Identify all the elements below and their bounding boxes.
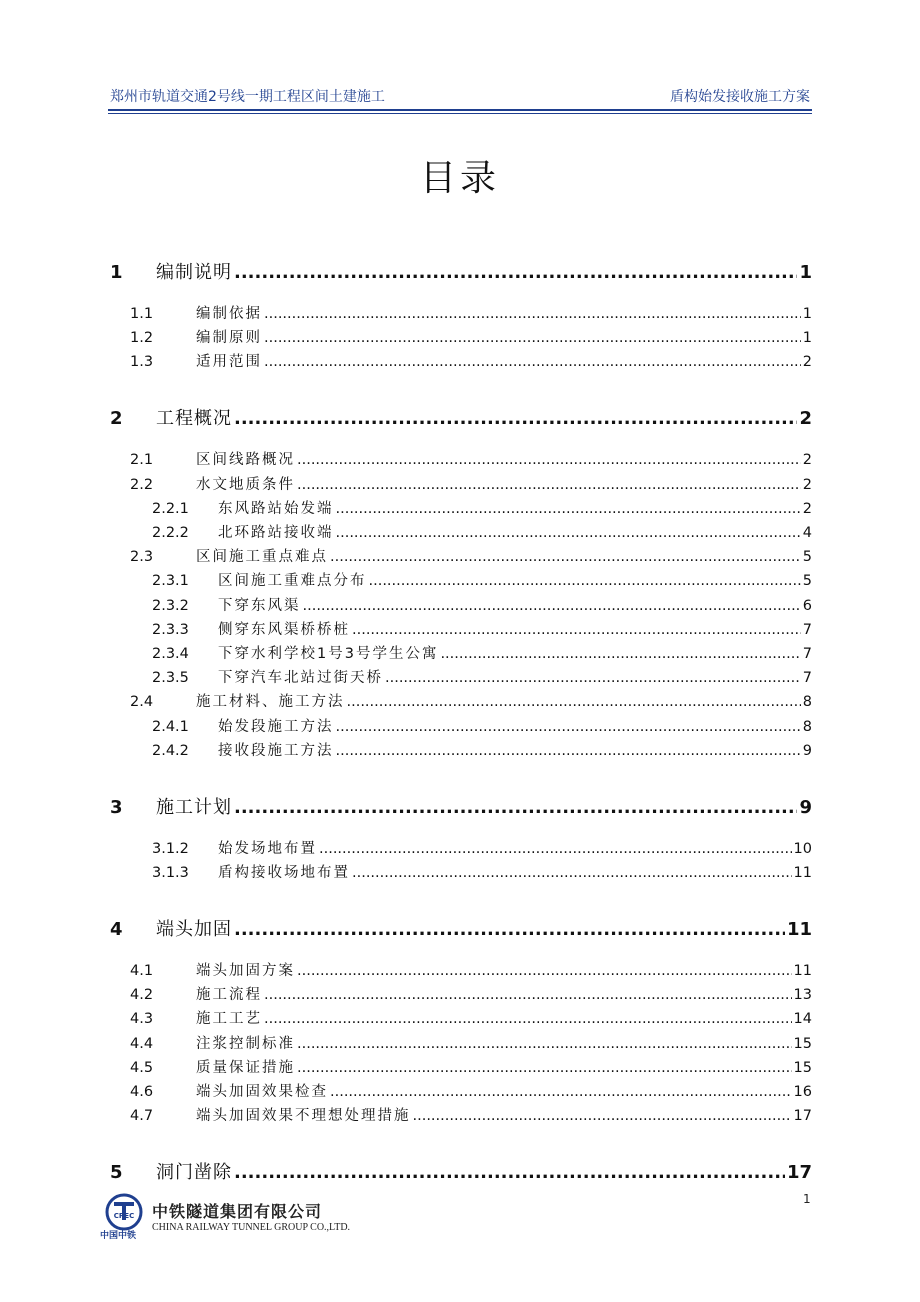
toc-entry-page: 1 xyxy=(802,330,812,347)
toc-leader-dots xyxy=(234,919,785,940)
toc-entry-title: 洞门凿除 xyxy=(156,1162,232,1184)
footer-company-name: 中铁隧道集团有限公司 xyxy=(152,1202,323,1221)
toc-entry-page: 10 xyxy=(793,840,812,857)
toc-entry-number: 2.1 xyxy=(130,452,154,469)
toc-leader-dots xyxy=(336,743,801,759)
header-rule-thick xyxy=(108,109,812,111)
toc-entry-title: 编制说明 xyxy=(156,262,232,283)
toc-entry-number: 4.4 xyxy=(130,1035,154,1052)
header-rule-thin xyxy=(108,113,812,114)
toc-leader-dots xyxy=(330,1084,792,1100)
toc-entry[interactable] xyxy=(108,618,812,639)
toc-entry-title: 区间施工重点难点 xyxy=(196,549,328,566)
toc-entry[interactable] xyxy=(108,793,812,819)
toc-entry-page: 8 xyxy=(802,718,812,735)
toc-leader-dots xyxy=(297,452,801,468)
toc-entry-page: 15 xyxy=(793,1035,812,1052)
logo-caption: 中国中铁 xyxy=(100,1231,137,1241)
toc-leader-dots xyxy=(234,797,797,818)
toc-entry[interactable] xyxy=(108,521,812,542)
toc-leader-dots xyxy=(297,963,792,979)
toc-entry-title: 始发场地布置 xyxy=(218,840,317,857)
toc-entry-number: 2.2.1 xyxy=(152,500,189,517)
toc-leader-dots xyxy=(264,306,801,322)
toc-entry[interactable] xyxy=(108,404,812,430)
toc-entry[interactable] xyxy=(108,715,812,736)
toc-entry-title: 北环路站接收端 xyxy=(218,525,334,541)
toc-leader-dots xyxy=(303,598,801,614)
toc-entry-page: 9 xyxy=(802,742,812,759)
toc-leader-dots xyxy=(297,1036,792,1052)
toc-entry[interactable] xyxy=(108,594,812,615)
toc-entry-number: 2.3.3 xyxy=(152,621,189,638)
toc-entry-title: 注浆控制标准 xyxy=(196,1035,295,1052)
toc-entry[interactable] xyxy=(108,497,812,518)
toc-entry-title: 东风路站始发端 xyxy=(218,500,334,517)
toc-entry-number: 2.3.2 xyxy=(152,597,189,614)
toc-entry[interactable] xyxy=(108,1080,812,1101)
toc-entry-page: 11 xyxy=(786,919,812,940)
toc-entry-title: 端头加固效果不理想处理措施 xyxy=(196,1108,411,1125)
toc-entry-page: 5 xyxy=(802,573,812,590)
logo-text: CREC xyxy=(113,1212,135,1220)
toc-entry-title: 端头加固方案 xyxy=(196,963,295,979)
toc-leader-dots xyxy=(264,987,792,1003)
footer-company-name-en: CHINA RAILWAY TUNNEL GROUP CO.,LTD. xyxy=(152,1222,351,1233)
toc-entry[interactable] xyxy=(108,915,812,941)
toc-entry-number: 4.3 xyxy=(130,1011,154,1028)
toc-entry-number: 2.3.4 xyxy=(152,646,189,662)
toc-entry-page: 7 xyxy=(802,621,812,638)
toc-entry-page: 2 xyxy=(802,354,812,371)
toc-entry[interactable] xyxy=(108,837,812,858)
toc-leader-dots xyxy=(330,549,801,565)
toc-leader-dots xyxy=(297,477,801,493)
toc-entry-title: 质量保证措施 xyxy=(196,1059,295,1076)
page-title: 目录 xyxy=(419,158,500,199)
toc-entry-title: 施工计划 xyxy=(156,796,232,818)
toc-entry-page: 7 xyxy=(802,646,812,662)
toc-entry-title: 下穿汽车北站过街天桥 xyxy=(218,670,383,687)
toc-entry-title: 区间施工重难点分布 xyxy=(218,573,367,590)
toc-entry-page: 16 xyxy=(793,1084,812,1100)
toc-entry-number: 2 xyxy=(110,408,123,430)
toc-entry-title: 水文地质条件 xyxy=(196,476,295,493)
toc-entry-page: 2 xyxy=(802,500,812,517)
toc-entry[interactable] xyxy=(108,983,812,1004)
toc-entry-number: 5 xyxy=(110,1162,123,1184)
toc-entry[interactable] xyxy=(108,350,812,371)
toc-entry-number: 4.7 xyxy=(130,1108,154,1125)
toc-entry-title: 编制依据 xyxy=(196,306,262,322)
toc-leader-dots xyxy=(234,408,797,429)
toc-entry-title: 施工材料、施工方法 xyxy=(196,694,345,711)
toc-entry-title: 接收段施工方法 xyxy=(218,742,334,759)
page-number: 1 xyxy=(803,1192,811,1206)
toc-entry[interactable] xyxy=(108,959,812,980)
toc-entry-title: 下穿水利学校1号3号学生公寓 xyxy=(218,646,439,662)
toc-entry-number: 4.5 xyxy=(130,1059,154,1076)
toc-entry-number: 1 xyxy=(110,262,123,283)
toc-leader-dots xyxy=(264,330,801,346)
toc-entry-page: 2 xyxy=(802,476,812,493)
toc-entry-title: 区间线路概况 xyxy=(196,452,295,469)
toc-leader-dots xyxy=(413,1108,792,1124)
toc-entry-title: 端头加固 xyxy=(156,919,232,940)
toc-entry-page: 14 xyxy=(793,1011,812,1028)
toc-entry-title: 始发段施工方法 xyxy=(218,718,334,735)
toc-entry-page: 11 xyxy=(793,865,812,881)
toc-entry-number: 1.1 xyxy=(130,306,154,322)
toc-entry-title: 盾构接收场地布置 xyxy=(218,865,350,881)
toc-entry-number: 2.4.1 xyxy=(152,718,189,735)
toc-entry[interactable] xyxy=(108,690,812,711)
toc-entry[interactable] xyxy=(108,448,812,469)
toc-entry-page: 1 xyxy=(799,262,812,283)
toc-entry-page: 6 xyxy=(802,597,812,614)
toc-entry-number: 3.1.2 xyxy=(152,840,189,857)
toc-entry-page: 17 xyxy=(786,1162,812,1184)
toc-entry[interactable] xyxy=(108,302,812,323)
toc-entry-page: 2 xyxy=(802,452,812,469)
toc-leader-dots xyxy=(369,573,801,589)
toc-leader-dots xyxy=(336,501,801,517)
toc-leader-dots xyxy=(336,719,801,735)
toc-leader-dots xyxy=(234,262,797,283)
toc-entry-number: 4.6 xyxy=(130,1084,154,1100)
toc-entry-page: 11 xyxy=(793,963,812,979)
toc-entry-number: 2.2.2 xyxy=(152,525,189,541)
toc-entry-title: 适用范围 xyxy=(196,354,262,371)
toc-entry[interactable] xyxy=(108,1032,812,1053)
toc-entry-title: 编制原则 xyxy=(196,330,262,347)
toc-entry-number: 3 xyxy=(110,796,123,818)
toc-leader-dots xyxy=(352,622,801,638)
toc-leader-dots xyxy=(385,670,801,686)
header-project-title: 郑州市轨道交通2号线一期工程区间土建施工 xyxy=(110,89,385,105)
toc-entry-number: 4 xyxy=(110,919,123,940)
toc-entry[interactable] xyxy=(108,666,812,687)
toc-entry-page: 9 xyxy=(799,796,812,818)
toc-entry-page: 13 xyxy=(793,987,812,1004)
toc-leader-dots xyxy=(297,1060,792,1076)
toc-entry-number: 2.4.2 xyxy=(152,742,189,759)
toc-entry[interactable] xyxy=(108,1056,812,1077)
toc-entry-number: 1.3 xyxy=(130,354,154,371)
toc-entry-page: 17 xyxy=(793,1108,812,1125)
toc-entry-title: 端头加固效果检查 xyxy=(196,1084,328,1100)
header-document-title: 盾构始发接收施工方案 xyxy=(670,89,810,105)
toc-entry-page: 4 xyxy=(802,525,812,541)
toc-leader-dots xyxy=(319,841,792,857)
toc-entry[interactable] xyxy=(108,642,812,663)
toc-entry-number: 4.2 xyxy=(130,987,154,1004)
toc-entry-page: 2 xyxy=(799,408,812,430)
toc-entry[interactable] xyxy=(108,473,812,494)
toc-entry-title: 侧穿东风渠桥桥桩 xyxy=(218,621,350,638)
toc-entry-page: 8 xyxy=(802,694,812,711)
toc-entry[interactable] xyxy=(108,1007,812,1028)
toc-entry-number: 2.4 xyxy=(130,694,154,711)
toc-leader-dots xyxy=(336,525,801,541)
toc-entry-number: 1.2 xyxy=(130,330,154,347)
toc-entry-number: 2.3.1 xyxy=(152,573,189,590)
toc-entry-page: 7 xyxy=(802,670,812,687)
toc-entry-title: 下穿东风渠 xyxy=(218,597,301,614)
toc-entry-page: 5 xyxy=(802,549,812,566)
toc-entry-number: 4.1 xyxy=(130,963,154,979)
toc-leader-dots xyxy=(264,354,801,370)
toc-entry-number: 3.1.3 xyxy=(152,865,189,881)
toc-entry[interactable] xyxy=(108,1104,812,1125)
toc-entry[interactable] xyxy=(108,326,812,347)
toc-entry[interactable] xyxy=(108,569,812,590)
toc-leader-dots xyxy=(234,1162,785,1183)
toc-entry-number: 2.3 xyxy=(130,549,154,566)
toc-leader-dots xyxy=(352,865,792,881)
toc-entry-number: 2.3.5 xyxy=(152,670,189,687)
toc-leader-dots xyxy=(347,694,801,710)
toc-entry-number: 2.2 xyxy=(130,476,154,493)
toc-entry-title: 施工工艺 xyxy=(196,1011,262,1028)
toc-entry[interactable] xyxy=(108,739,812,760)
toc-entry[interactable] xyxy=(108,1158,812,1184)
toc-entry-title: 工程概况 xyxy=(156,408,232,430)
toc-entry-page: 15 xyxy=(793,1059,812,1076)
toc-entry-page: 1 xyxy=(802,306,812,322)
toc-leader-dots xyxy=(264,1011,792,1027)
toc-entry[interactable] xyxy=(108,258,812,284)
page-header xyxy=(108,86,812,108)
toc-entry[interactable] xyxy=(108,861,812,882)
toc-leader-dots xyxy=(440,646,800,662)
toc-entry[interactable] xyxy=(108,545,812,566)
toc-entry-title: 施工流程 xyxy=(196,987,262,1004)
